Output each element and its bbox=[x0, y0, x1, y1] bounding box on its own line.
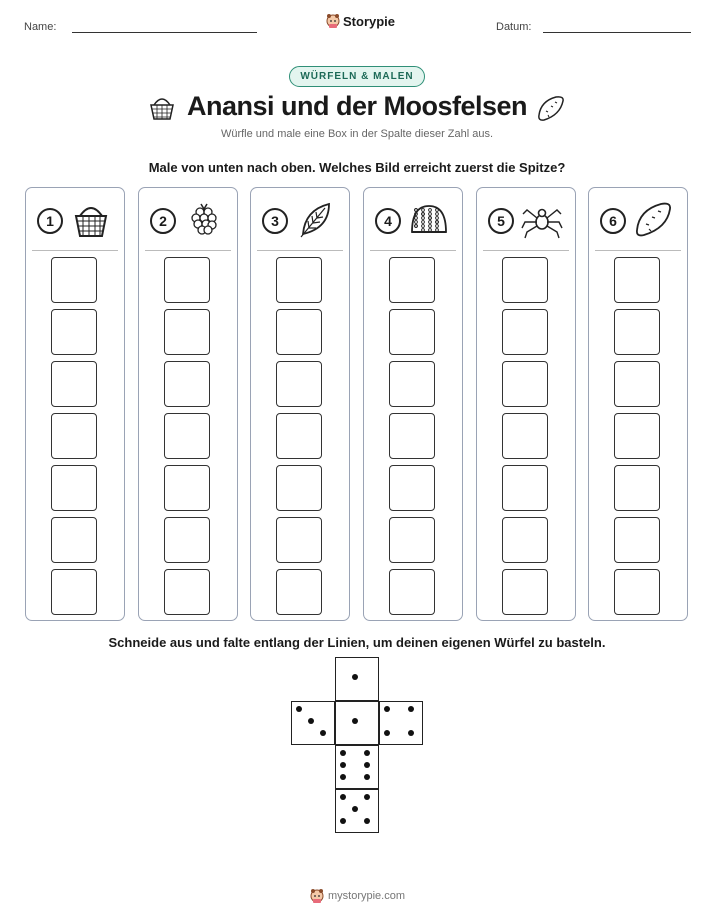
die-pip bbox=[384, 706, 390, 712]
dice-column-4 bbox=[363, 187, 463, 621]
basket-icon bbox=[70, 198, 112, 240]
color-box[interactable] bbox=[614, 257, 660, 303]
color-box[interactable] bbox=[614, 465, 660, 511]
color-box[interactable] bbox=[502, 517, 548, 563]
brand-name: Storypie bbox=[343, 13, 396, 29]
color-box[interactable] bbox=[51, 465, 97, 511]
die-pip bbox=[340, 750, 346, 756]
column-number: 2 bbox=[150, 208, 176, 234]
die-face-3 bbox=[291, 701, 335, 745]
moss-rock-icon bbox=[408, 198, 450, 240]
color-box[interactable] bbox=[389, 361, 435, 407]
storypie-mascot-icon bbox=[326, 13, 340, 29]
column-header bbox=[251, 188, 349, 252]
column-header bbox=[589, 188, 687, 252]
die-pip bbox=[340, 762, 346, 768]
color-box[interactable] bbox=[164, 517, 210, 563]
color-box[interactable] bbox=[389, 309, 435, 355]
die-pip bbox=[340, 774, 346, 780]
die-pip bbox=[296, 706, 302, 712]
column-divider bbox=[370, 250, 456, 251]
spider-icon bbox=[521, 198, 563, 240]
color-box[interactable] bbox=[164, 309, 210, 355]
die-pip bbox=[408, 706, 414, 712]
dice-column-6 bbox=[588, 187, 688, 621]
color-box[interactable] bbox=[614, 517, 660, 563]
column-header bbox=[26, 188, 124, 252]
color-box[interactable] bbox=[276, 517, 322, 563]
color-box[interactable] bbox=[51, 413, 97, 459]
die-pip bbox=[340, 794, 346, 800]
color-box[interactable] bbox=[389, 413, 435, 459]
color-box[interactable] bbox=[164, 413, 210, 459]
color-box[interactable] bbox=[389, 517, 435, 563]
name-line[interactable] bbox=[72, 32, 257, 33]
column-header bbox=[139, 188, 237, 252]
dice-column-3 bbox=[250, 187, 350, 621]
color-box[interactable] bbox=[502, 257, 548, 303]
color-box[interactable] bbox=[614, 413, 660, 459]
color-box[interactable] bbox=[502, 361, 548, 407]
color-box[interactable] bbox=[276, 465, 322, 511]
die-pip bbox=[352, 806, 358, 812]
die-pip bbox=[364, 818, 370, 824]
color-box[interactable] bbox=[614, 361, 660, 407]
subtitle: Würfle und male eine Box in der Spalte dieser Zahl aus. bbox=[220, 128, 494, 140]
color-box[interactable] bbox=[502, 413, 548, 459]
column-header bbox=[364, 188, 462, 252]
die-face-1 bbox=[335, 657, 379, 701]
color-box[interactable] bbox=[164, 569, 210, 615]
color-box[interactable] bbox=[51, 569, 97, 615]
die-pip bbox=[408, 730, 414, 736]
color-box[interactable] bbox=[164, 465, 210, 511]
color-box[interactable] bbox=[389, 465, 435, 511]
cut-instruction: Schneide aus und falte entlang der Linien, um deinen eigenen Würfel zu basteln. bbox=[108, 635, 606, 650]
column-divider bbox=[32, 250, 118, 251]
column-number: 3 bbox=[262, 208, 288, 234]
sweet-potato-icon bbox=[536, 93, 566, 123]
die-face-4 bbox=[379, 701, 423, 745]
die-pip bbox=[364, 750, 370, 756]
sweet-potato-icon bbox=[633, 198, 675, 240]
die-pip bbox=[340, 818, 346, 824]
date-label: Datum: bbox=[496, 21, 532, 33]
column-header bbox=[477, 188, 575, 252]
color-box[interactable] bbox=[502, 309, 548, 355]
color-box[interactable] bbox=[276, 413, 322, 459]
storypie-mascot-icon bbox=[310, 888, 324, 904]
dice-column-1 bbox=[25, 187, 125, 621]
die-face-6 bbox=[335, 745, 379, 789]
color-box[interactable] bbox=[276, 309, 322, 355]
color-box[interactable] bbox=[502, 569, 548, 615]
footer bbox=[310, 888, 405, 904]
color-box[interactable] bbox=[276, 361, 322, 407]
color-box[interactable] bbox=[164, 257, 210, 303]
page-title: Anansi und der Moosfelsen bbox=[186, 91, 528, 121]
instruction-text: Male von unten nach oben. Welches Bild erreicht zuerst die Spitze? bbox=[148, 160, 566, 175]
die-pip bbox=[352, 718, 358, 724]
color-box[interactable] bbox=[389, 257, 435, 303]
column-number: 6 bbox=[600, 208, 626, 234]
dice-column-5 bbox=[476, 187, 576, 621]
die-pip bbox=[320, 730, 326, 736]
die-pip bbox=[364, 774, 370, 780]
activity-tag: WÜRFELN & MALEN bbox=[289, 66, 424, 87]
color-box[interactable] bbox=[51, 517, 97, 563]
column-number: 1 bbox=[37, 208, 63, 234]
color-box[interactable] bbox=[51, 361, 97, 407]
die-pip bbox=[384, 730, 390, 736]
column-number: 4 bbox=[375, 208, 401, 234]
color-box[interactable] bbox=[614, 309, 660, 355]
color-box[interactable] bbox=[51, 257, 97, 303]
brand-logo bbox=[326, 13, 395, 29]
die-pip bbox=[364, 794, 370, 800]
raspberry-icon bbox=[183, 198, 225, 240]
color-box[interactable] bbox=[164, 361, 210, 407]
column-number: 5 bbox=[488, 208, 514, 234]
color-box[interactable] bbox=[614, 569, 660, 615]
name-label: Name: bbox=[24, 21, 57, 33]
column-divider bbox=[595, 250, 681, 251]
date-line[interactable] bbox=[543, 32, 691, 33]
leaf-icon bbox=[295, 198, 337, 240]
color-box[interactable] bbox=[389, 569, 435, 615]
color-box[interactable] bbox=[276, 257, 322, 303]
color-box[interactable] bbox=[502, 465, 548, 511]
color-box[interactable] bbox=[51, 309, 97, 355]
column-divider bbox=[483, 250, 569, 251]
die-pip bbox=[364, 762, 370, 768]
column-divider bbox=[145, 250, 231, 251]
die-face-5 bbox=[335, 789, 379, 833]
die-pip bbox=[352, 674, 358, 680]
footer-url[interactable]: mystorypie.com bbox=[328, 890, 406, 902]
die-pip bbox=[308, 718, 314, 724]
column-divider bbox=[257, 250, 343, 251]
die-face-1 bbox=[335, 701, 379, 745]
dice-column-2 bbox=[138, 187, 238, 621]
color-box[interactable] bbox=[276, 569, 322, 615]
